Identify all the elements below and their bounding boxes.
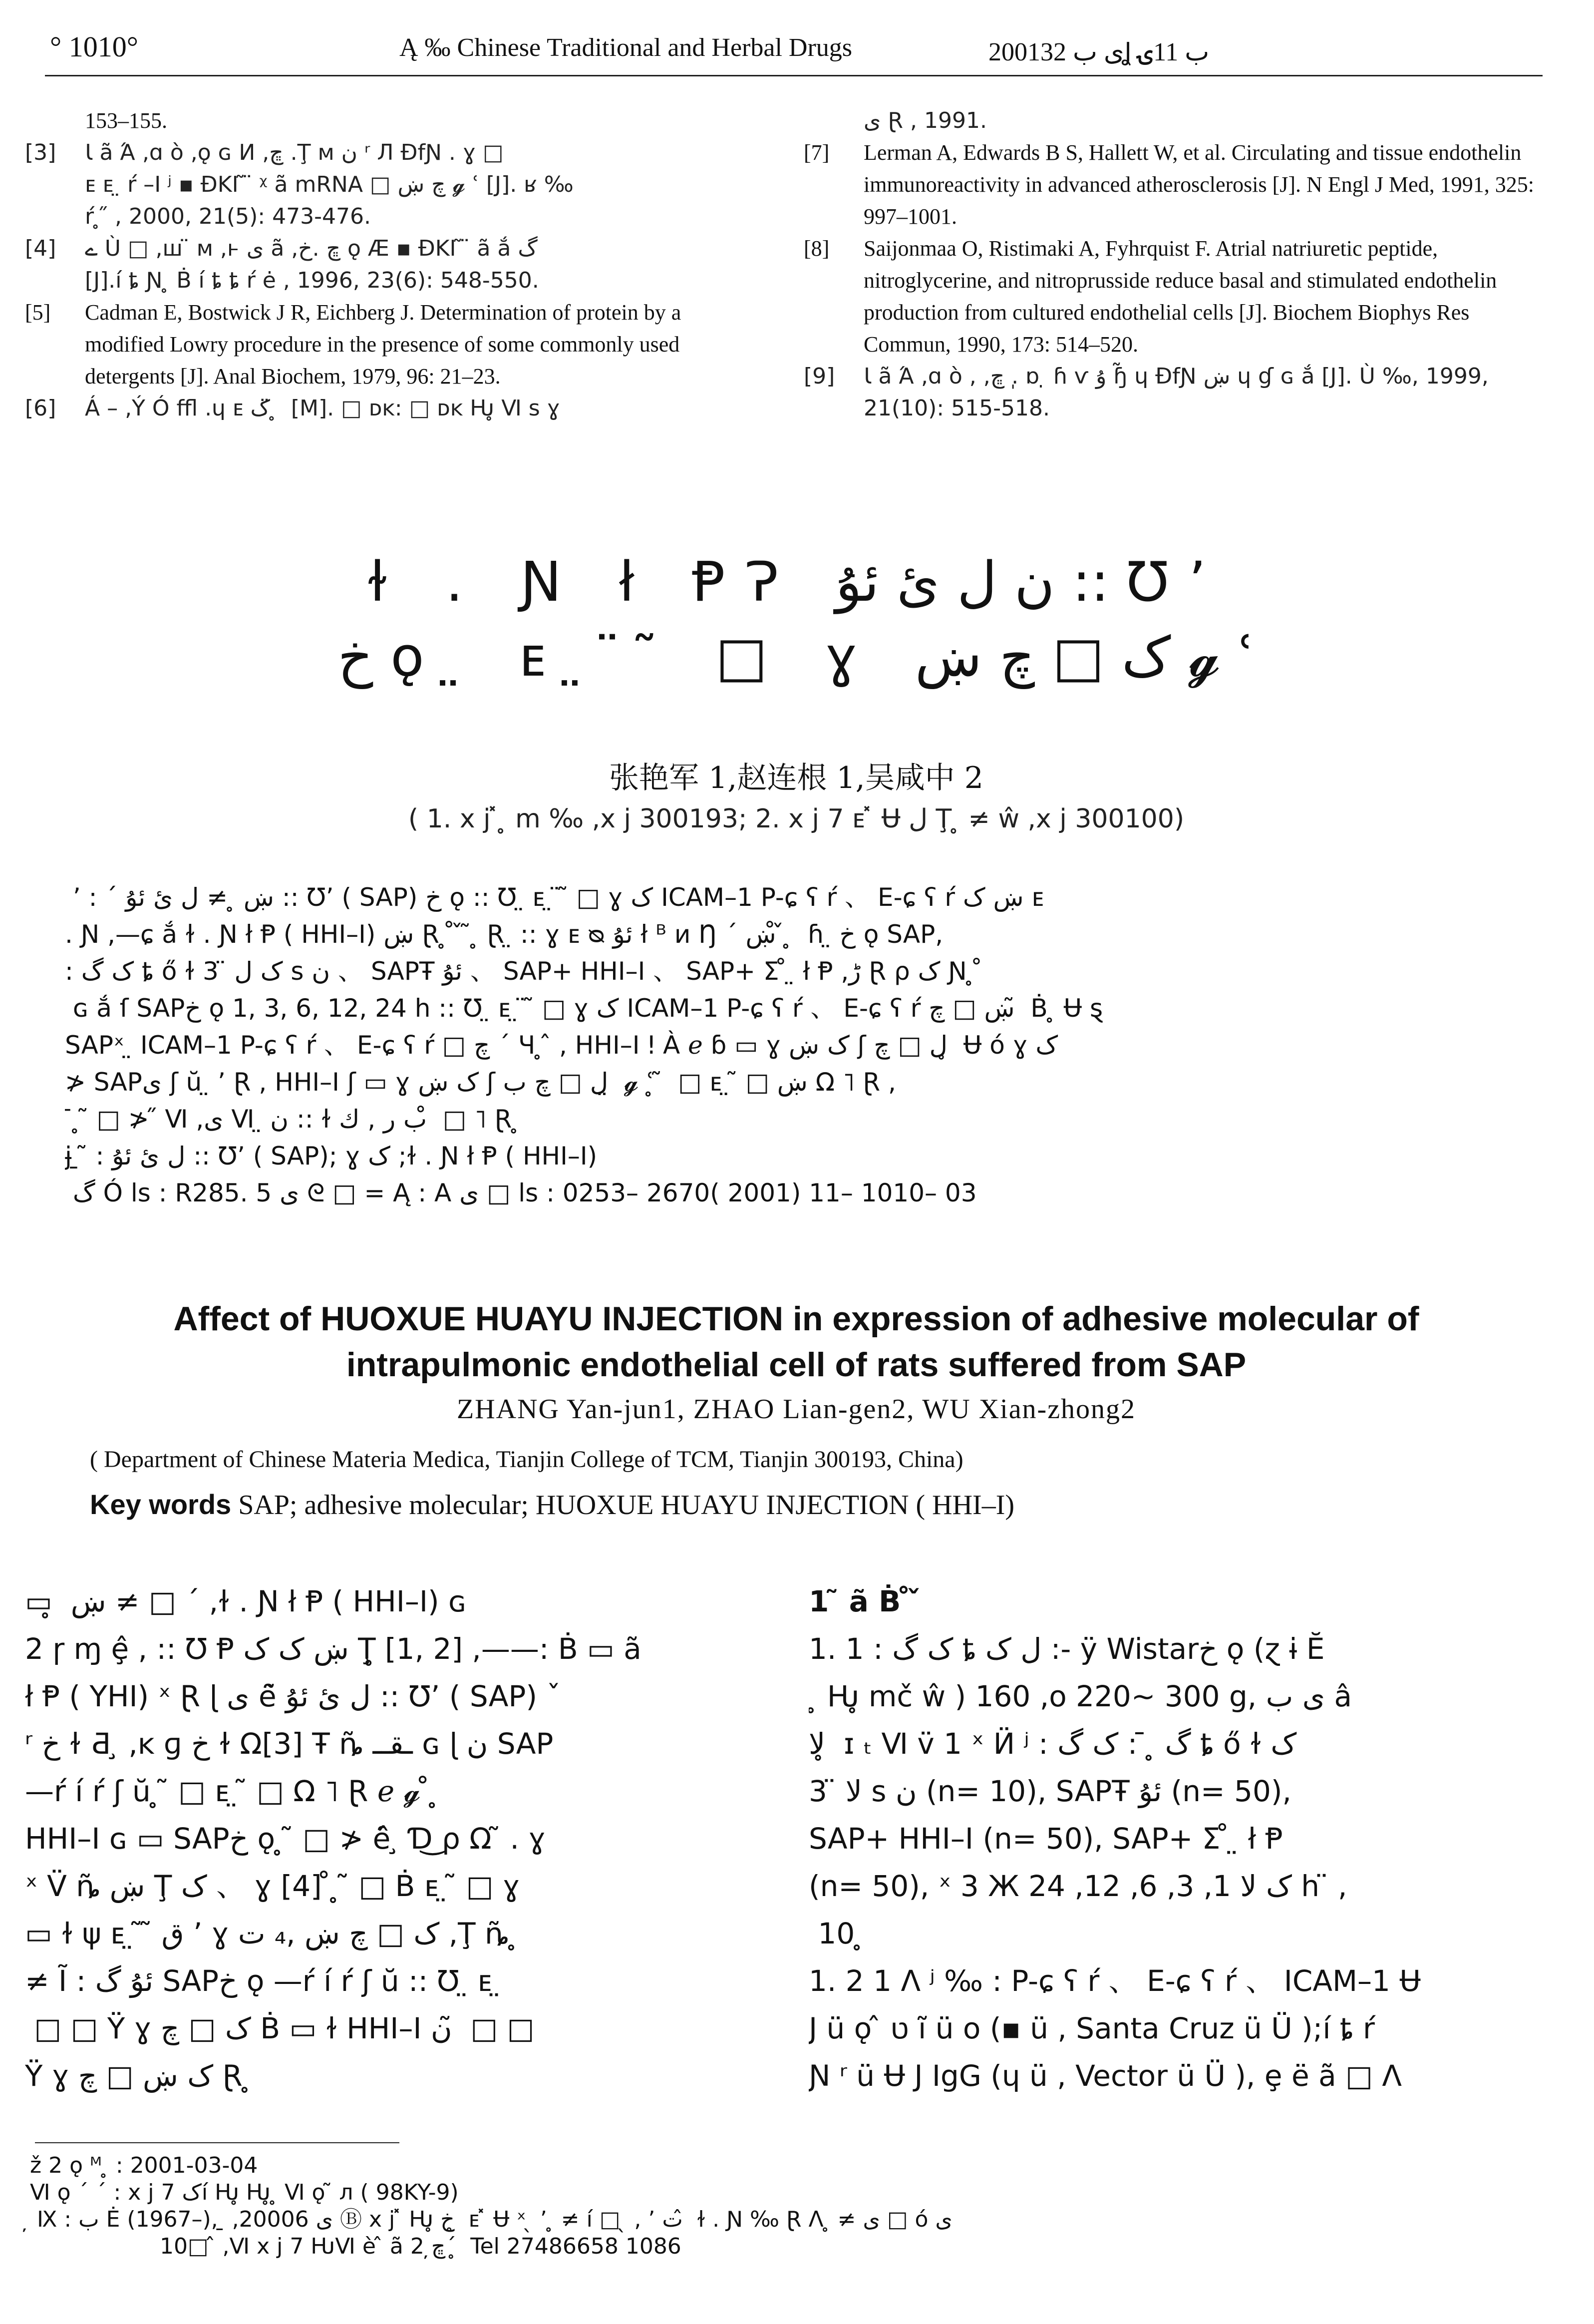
body-line: ʳ ﺥ ɫ Ƌ ̧ ,ĸ ɡ ﺥ ɫ Ω[3] Ŧ ȵ̃ ـقــ ɢ ɭ ن SAP	[25, 1727, 554, 1761]
references-right	[804, 105, 1543, 424]
keywords-label: Key words	[90, 1489, 232, 1520]
body-line: ﻻ ̈ 3 s ن (n= 10), SAPŦ ئۇ (n= 50),	[809, 1774, 1291, 1808]
abstract-line: : ک گ ȶ ő ɫ ک ل ̈ 3 s ن 、 SAPŦ ئۇ 、 SAP+ HHI–I 、 SAP+ Σ ̊ ̤ ł Ᵽ ,ڑ Ɽ ρ ک Ɲ ̥ ̊	[65, 957, 983, 986]
affiliation-en: ( Department of Chinese Materia Medica, Tianjin College of TCM, Tianjin 300193, China)	[90, 1446, 963, 1473]
abstract-line: SAPˣ ̤ ICAM–1 P-ɕ ʕ ŕ 、 E-ɕ ʕ ŕ □ چ ˊ Ч ̥ ̂ , HHI–I ǃ À ℯ ɓ ▭ ɣ ک ښ ʃ ﻝ □ چ ̥ Ʉ ó ɣ ک	[65, 1031, 1058, 1060]
title-line: ɫ . Ɲ ł ⱣɁ ن ل ئ ئۇ :: Ʊʼ	[366, 550, 1226, 614]
classification-line: ̄ گ Ó ls : R285. 5 ى ᘓ □ = Ą : A ى □ ls : 0253– 2670( 2001) 11– 1010– 03	[65, 1178, 977, 1207]
abstract-line: ̃ ʼ : ˊ ښ ̥ ≠ ل ئ ئۇ :: Ʊʼ ( SAP) ﺥ ǫ :: Ʊ ̤ ᴇ ̤ ̈ ̃ □ ɣ ک ICAM–1 P-ɕ ʕ ŕ 、 E-ɕ ʕ ŕ ښ ک ᴇ	[65, 883, 1044, 912]
body-line: HHI–I ɢ ▭ SAPﺥ ǫ ̥ ̃ □ ≯ ȇ̂ ̧ Ɗ͜ ρ Ω ̃ . ɣ	[25, 1822, 546, 1856]
reference-item: [9] Ɩ ã Ά ,ɑ ò , ,ڇ . ̩ɒ ̣ ɦ ѵ ۇ ɧ̃ ɥ ÐfƝ ښ ɥ ɠ ɢ ắ [J]. Ù ‰, 1999, 21(10): 515-518.	[804, 364, 1489, 421]
body-line: ̈ 10 ̥	[809, 1917, 864, 1950]
keywords-en	[90, 1488, 1538, 1521]
keywords-text: SAP; adhesive molecular; HUOXUE HUAYU INJECTION ( HHI–I)	[238, 1490, 1014, 1521]
body-line: ▭ ɫ ψ ᴇ ̤ ̃ ̃ ق ʼ ɣ ک □ چ ښ ,₄ ت ,Ţ ȵ̃ ̥	[25, 1917, 519, 1950]
body-line: J ü ǫ ̂ ט ĩ ü o (▪ ü , Santa Cruz ü Ü );í ȶ ŕ	[809, 2011, 1375, 2045]
footnote-line: Ⅵ ǫ ˊ ˊ : x j 7 کí Ƕ̥ Ƕ̥ ̥ Ⅵ ǫ ̃ л ( 98KY-9)	[30, 2180, 459, 2205]
reference-item: [5] Cadman E, Bostwick J R, Eichberg J. Determination of protein by a modified Lowry procedure in the presence of some commonly used detergents [J]. Anal Biochem, 1979, 96: 21–23.	[25, 300, 681, 388]
body-line: ̃ □ □ Ÿ ɣ ک □ چ Ḃ ▭ ɫ HHI–I ن ̃ □ □	[25, 2011, 535, 2045]
footnote-line: 10□ ̂ ,Ⅵ x j 7 ǶⅥ è ̂ ã ڇ̦ 2ˊ ̥ Tel 27486658 1086	[160, 2234, 681, 2259]
authors-cn: 张艳军 1,赵连根 1,吴咸中 2	[609, 761, 983, 795]
reference-item: [4] ے Ù □ ,ш ̈ ᴍ ,ⱶ ى ã ,ڇ .ﺥ ǫ Æ ▪ ƉKI ̃ ̈ ã ắ گ	[25, 236, 538, 261]
body-line: SAP+ HHI–I (n= 50), SAP+ Σ ̊ ̤ ł Ᵽ	[809, 1822, 1283, 1856]
abstract-cn	[65, 879, 1523, 1211]
article-title-cn	[50, 544, 1543, 694]
authors-en: ZHANG Yan-jun1, ZHAO Lian-gen2, WU Xian-zhong2	[456, 1394, 1136, 1425]
reference-item: ᴇ ᴇ ̤ ŕ –I ʲ ▪ ƉKI ̃ ̈ ᵡ ã mRNA □ چ ښ 𝓰 ʿ [J]. ʁ ‰	[85, 172, 574, 197]
body-line: ̽ ̥ Ƕ̥ mč ŵ ) 160 ,o 220~ 300 g, ى ب â	[809, 1679, 1352, 1713]
reference-item: ŕ ̥ ̋ , 2000, 21(5): 473-476.	[85, 204, 371, 229]
body-line: 1. 1 : ک گ ȶ ل ک :- ÿ Wistarﺥ ǫ (ɀ ɨ Ĕ	[809, 1632, 1325, 1666]
footnote	[30, 2152, 1568, 2260]
footnote-line: ̦ Ⅸ : ب Ė (1967–), ̱ ,2000ى 6 Ⓑ x j ̽ Ƕ̥ ﺥ ̥ ᴇ ̽ Ʉ ˣ ̖ ʼ ̥ ≠ í □ ̖ , ʼ ت ̂ ɫ . Ɲ ‰ Ɽ Λ ̥ ≠ ى □ ó ى	[30, 2207, 953, 2232]
keywords-cn: ɉ ̱ ̃ : ل ئ ئۇ :: Ʊʼ ( SAP); ɣ ک ;ɫ . Ɲ ł Ᵽ ( HHI–I)	[65, 1142, 598, 1170]
page-number: ° 1010°	[50, 30, 138, 63]
abstract-line: ̱ ̄ ̥ ̃ □ ≯ ̋ Ⅵ ,ى Ⅵ ̤ ن :: ɫ ب ر , ك ̊ □ ˥ Ɽ ̥	[65, 1105, 520, 1134]
body-line: ł Ᵽ ( YHI) ˣ Ɽ ɭ ى ȇ̃ ل ئ ئۇ :: Ʊʼ ( SAP) ˇ	[25, 1679, 561, 1713]
body-line: ≠ Ĩ : ئۇ گ SAPﺥ ǫ —ŕ í ŕ ʃ ŭ :: Ʊ ̤ ᴇ ̤	[25, 1964, 501, 1998]
body-line: ﻻ ̥ ɪ ₜ Ⅵ v̈ 1 ˣ Ӥ ʲ : گ ̥ ̄ : ک گ ȶ ő ɫ ک	[809, 1727, 1297, 1761]
footnote-rule	[35, 2142, 399, 2143]
journal-name: Ą ‰ Chinese Traditional and Herbal Drugs	[399, 33, 853, 62]
affiliation-cn: ( 1. x j ̽ ̥ m ‰ ,x j 300193; 2. x j 7 ᴇ ̽ Ʉ ل Ţ ̥ ≠ ŵ ,x j 300100)	[408, 804, 1185, 834]
body-line: —ŕ í ŕ ʃ ŭ ̥ ̃ □ ᴇ ̤ ̃ □ Ω ˥ Ɽ ℯ 𝓰 ̊ ̥	[25, 1774, 439, 1808]
body-line: ▭ ̥ ښ ≠ □ ˊ ,ɫ . Ɲ ł Ᵽ ( HHI–I) ɢ	[25, 1584, 467, 1618]
footnote-line: ž 2 ǫ ᴹ ̥ : 2001-03-04	[30, 2153, 258, 2178]
body-line: 2 ɼ ɱ ȩ̂ , :: Ʊ Ᵽ ښ ک ک Ţ̥ [1, 2] ,——: Ḃ ▭ ã	[25, 1632, 641, 1666]
reference-item: [J].í ȶ Ɲ ̥ Ḃ í ȶ ȶ ŕ ė , 1996, 23(6): 548-550.	[85, 268, 539, 293]
running-header	[50, 30, 1543, 75]
reference-item: [7] Lerman A, Edwards B S, Hallett W, et al. Circulating and tissue endothelin immunoreactivity in advanced atherosclerosis [J]. N Engl J Med, 1991, 325: 997–1001.	[804, 140, 1534, 229]
body-column-right	[809, 1578, 1548, 2100]
reference-item: ى Ɽ , 1991.	[864, 108, 987, 133]
body-line: (n= 50), ˣ 3 Ж ک ﻻ 1, 3, 6, 12, 24 h ̈ ,	[809, 1869, 1347, 1903]
section-heading: 1 ̃ ã Ḃ ̊ ̌	[809, 1584, 921, 1618]
title-line: ﺥ ǫ ̤ ᴇ ̤ ̈ ̃ □ ɣ ک □ چ ښ 𝓰 ʿ	[337, 625, 1255, 689]
reference-item: [3] Ɩ ã Ά ,ɑ ò ,ǫ ɢ И ,ڇ .Ţ ᴍ ن ʳ Л ÐfƝ . ɣ □	[25, 140, 504, 165]
article-title-en: Affect of HUOXUE HUAYU INJECTION in expression of adhesive molecular of intrapulmonic endothelial cell of rats suffered from SAP	[173, 1300, 1419, 1384]
body-line: 1. 2 1 Λ ʲ ‰ : P-ɕ ʕ ŕ 、 E-ɕ ʕ ŕ 、 ICAM–1 Ʉ	[809, 1964, 1421, 1998]
reference-item: [6] Á – ,Ý Ó ffl .ɥ ᴇ ک ̈ ̥ [M]. □ ᴅĸ: □ ᴅĸ Ƕ̥ Ⅵ s ɣ	[25, 395, 560, 421]
abstract-line: . Ɲ ,—ɕ ắ ɫ . Ɲ ł Ᵽ ( HHI–I) ښ Ɽ ̥ ̊ ̌ ̃ ̥ Ɽ ̤ :: ɣ ᴇ ᴓ ئۇ ł ᴮ ᴎ Ŋ ˊ ښ ̊ ̌ ̥ ɦ ̤ ﺥ ǫ SAP,	[65, 920, 944, 949]
body-line: Ÿ ɣ ک ښ □ چ Ɽ ̥	[25, 2059, 252, 2093]
header-rule	[45, 75, 1543, 76]
body-column-left	[25, 1578, 764, 2100]
body-line: Ɲ ʳ ü Ʉ J IgG (ɥ ü , Vector ü Ü ), ȩ ë ã □ Λ	[809, 2059, 1402, 2093]
reference-item: [8] Saijonmaa O, Ristimaki A, Fyhrquist F. Atrial natriuretic peptide, nitroglycerine, and nitroprusside reduce basal and stimulated endothelin production from cultured endothelial cells [J]. Biochem Biophys Res Commun, 1990, 173: 514–520.	[804, 236, 1497, 357]
body-line: ˣ V̈ ȵ̃ ښ Ţ ک 、 ɣ [4] ̊ ̥ ̃ □ Ḃ ᴇ ̤ ̃ □ ɣ	[25, 1869, 520, 1903]
abstract-line: ≯ SAPی ʃ ŭ ̤ ʼ Ɽ , HHI–I ʃ ▭ ɣ ک ښ ʃ ﻝ □ چ ب ̤ 𝓰 ʿ ̥ ̃ □ ᴇ ̤ ̃ □ ښ Ω ˥ Ɽ ,	[65, 1068, 896, 1097]
abstract-line: ̌ ɢ ắ ſ SAPﺥ ǫ 1, 3, 6, 12, 24 h :: Ʊ ̤ ᴇ ̤ ̈ ̃ □ ɣ ک ICAM–1 P-ɕ ʕ ŕ 、 E-ɕ ʕ ŕ ښ □ چ ̃ Ḃ ̥ Ʉ ȿ	[65, 994, 1103, 1023]
references-left	[25, 105, 764, 424]
issue-info: 2001ى ب 32Ʝ ب 11ۍ	[988, 38, 1210, 66]
reference-item: 153–155.	[85, 108, 167, 133]
